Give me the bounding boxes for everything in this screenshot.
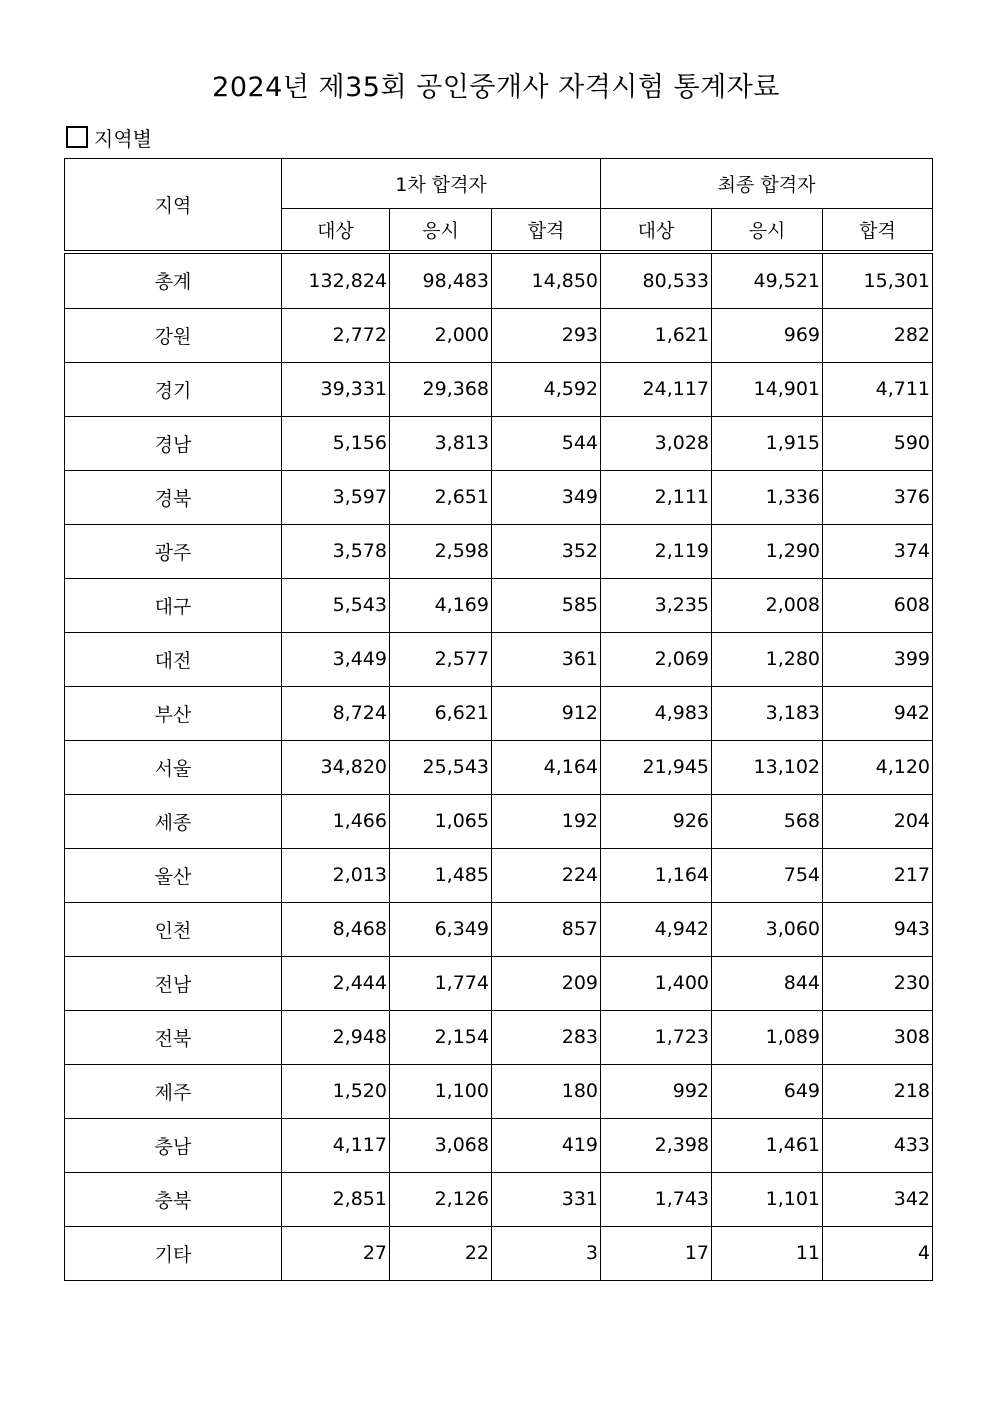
value-cell: 2,577: [390, 632, 492, 686]
value-cell: 6,621: [390, 686, 492, 740]
value-cell: 352: [492, 524, 601, 578]
value-cell: 180: [492, 1064, 601, 1118]
value-cell: 8,468: [282, 902, 390, 956]
sub-header-target: 대상: [282, 209, 390, 253]
table-row: [65, 632, 933, 686]
value-cell: 1,280: [712, 632, 823, 686]
table-row: [65, 416, 933, 470]
value-cell: 209: [492, 956, 601, 1010]
table-row: [65, 1010, 933, 1064]
region-cell: 충북: [65, 1172, 282, 1226]
value-cell: 5,156: [282, 416, 390, 470]
value-cell: 3,813: [390, 416, 492, 470]
value-cell: 2,126: [390, 1172, 492, 1226]
section-heading: [66, 122, 152, 152]
value-cell: 2,008: [712, 578, 823, 632]
value-cell: 293: [492, 308, 601, 362]
value-cell: 218: [823, 1064, 933, 1118]
value-cell: 21,945: [601, 740, 712, 794]
value-cell: 433: [823, 1118, 933, 1172]
value-cell: 29,368: [390, 362, 492, 416]
value-cell: 1,520: [282, 1064, 390, 1118]
value-cell: 608: [823, 578, 933, 632]
value-cell: 192: [492, 794, 601, 848]
value-cell: 544: [492, 416, 601, 470]
table-row: [65, 578, 933, 632]
value-cell: 4,711: [823, 362, 933, 416]
region-cell: 경기: [65, 362, 282, 416]
sub-header-applied: 응시: [390, 209, 492, 253]
region-cell: 울산: [65, 848, 282, 902]
value-cell: 943: [823, 902, 933, 956]
value-cell: 2,851: [282, 1172, 390, 1226]
value-cell: 80,533: [601, 252, 712, 308]
value-cell: 912: [492, 686, 601, 740]
table-row: [65, 470, 933, 524]
value-cell: 4,592: [492, 362, 601, 416]
value-cell: 1,466: [282, 794, 390, 848]
value-cell: 230: [823, 956, 933, 1010]
region-cell: 대구: [65, 578, 282, 632]
value-cell: 3,578: [282, 524, 390, 578]
region-cell: 인천: [65, 902, 282, 956]
value-cell: 3,060: [712, 902, 823, 956]
value-cell: 2,111: [601, 470, 712, 524]
value-cell: 13,102: [712, 740, 823, 794]
region-cell: 제주: [65, 1064, 282, 1118]
region-cell: 광주: [65, 524, 282, 578]
value-cell: 844: [712, 956, 823, 1010]
value-cell: 568: [712, 794, 823, 848]
page-title: 2024년 제35회 공인중개사 자격시험 통계자료: [212, 72, 780, 103]
value-cell: 283: [492, 1010, 601, 1064]
value-cell: 942: [823, 686, 933, 740]
value-cell: 49,521: [712, 252, 823, 308]
value-cell: 4,164: [492, 740, 601, 794]
region-cell: 전남: [65, 956, 282, 1010]
value-cell: 419: [492, 1118, 601, 1172]
value-cell: 399: [823, 632, 933, 686]
value-cell: 2,154: [390, 1010, 492, 1064]
value-cell: 1,621: [601, 308, 712, 362]
value-cell: 1,089: [712, 1010, 823, 1064]
value-cell: 15,301: [823, 252, 933, 308]
value-cell: 3,183: [712, 686, 823, 740]
table-row: [65, 524, 933, 578]
sub-header-passed: 합격: [492, 209, 601, 253]
value-cell: 361: [492, 632, 601, 686]
value-cell: 331: [492, 1172, 601, 1226]
table-row: [65, 1172, 933, 1226]
value-cell: 1,485: [390, 848, 492, 902]
value-cell: 1,723: [601, 1010, 712, 1064]
value-cell: 585: [492, 578, 601, 632]
table-row: [65, 1226, 933, 1280]
value-cell: 4: [823, 1226, 933, 1280]
checkbox-icon: [66, 126, 88, 148]
value-cell: 22: [390, 1226, 492, 1280]
value-cell: 224: [492, 848, 601, 902]
value-cell: 3,068: [390, 1118, 492, 1172]
value-cell: 4,169: [390, 578, 492, 632]
value-cell: 3,235: [601, 578, 712, 632]
sub-header-applied: 응시: [712, 209, 823, 253]
value-cell: 1,461: [712, 1118, 823, 1172]
value-cell: 1,101: [712, 1172, 823, 1226]
value-cell: 204: [823, 794, 933, 848]
value-cell: 1,774: [390, 956, 492, 1010]
table-row: [65, 956, 933, 1010]
section-heading-label: 지역별: [94, 126, 152, 151]
value-cell: 3,028: [601, 416, 712, 470]
region-cell: 경남: [65, 416, 282, 470]
region-cell: 전북: [65, 1010, 282, 1064]
value-cell: 34,820: [282, 740, 390, 794]
table-body: [65, 252, 933, 1280]
table-row: [65, 794, 933, 848]
sub-header-target: 대상: [601, 209, 712, 253]
value-cell: 3,449: [282, 632, 390, 686]
value-cell: 1,065: [390, 794, 492, 848]
value-cell: 4,983: [601, 686, 712, 740]
header-group-row: [65, 159, 933, 209]
value-cell: 5,543: [282, 578, 390, 632]
value-cell: 2,398: [601, 1118, 712, 1172]
value-cell: 342: [823, 1172, 933, 1226]
value-cell: 2,651: [390, 470, 492, 524]
final-passers-header: 최종 합격자: [601, 159, 933, 209]
value-cell: 349: [492, 470, 601, 524]
value-cell: 590: [823, 416, 933, 470]
value-cell: 1,336: [712, 470, 823, 524]
region-header: 지역: [65, 159, 282, 253]
value-cell: 1,743: [601, 1172, 712, 1226]
region-cell: 대전: [65, 632, 282, 686]
region-cell: 강원: [65, 308, 282, 362]
value-cell: 6,349: [390, 902, 492, 956]
value-cell: 39,331: [282, 362, 390, 416]
table-row: [65, 1118, 933, 1172]
value-cell: 132,824: [282, 252, 390, 308]
value-cell: 8,724: [282, 686, 390, 740]
value-cell: 2,444: [282, 956, 390, 1010]
value-cell: 2,598: [390, 524, 492, 578]
value-cell: 217: [823, 848, 933, 902]
table-row: [65, 1064, 933, 1118]
region-cell: 부산: [65, 686, 282, 740]
region-cell: 세종: [65, 794, 282, 848]
value-cell: 649: [712, 1064, 823, 1118]
region-cell: 총계: [65, 252, 282, 308]
table-row: [65, 686, 933, 740]
statistics-table: [64, 158, 933, 1281]
table-row: [65, 362, 933, 416]
value-cell: 14,901: [712, 362, 823, 416]
value-cell: 17: [601, 1226, 712, 1280]
table-row: [65, 252, 933, 308]
value-cell: 4,120: [823, 740, 933, 794]
value-cell: 1,100: [390, 1064, 492, 1118]
value-cell: 2,069: [601, 632, 712, 686]
value-cell: 3: [492, 1226, 601, 1280]
region-cell: 기타: [65, 1226, 282, 1280]
table-row: [65, 848, 933, 902]
value-cell: 98,483: [390, 252, 492, 308]
value-cell: 1,164: [601, 848, 712, 902]
value-cell: 4,942: [601, 902, 712, 956]
sub-header-passed: 합격: [823, 209, 933, 253]
value-cell: 27: [282, 1226, 390, 1280]
value-cell: 2,013: [282, 848, 390, 902]
value-cell: 992: [601, 1064, 712, 1118]
value-cell: 14,850: [492, 252, 601, 308]
value-cell: 376: [823, 470, 933, 524]
region-cell: 서울: [65, 740, 282, 794]
value-cell: 2,000: [390, 308, 492, 362]
value-cell: 1,915: [712, 416, 823, 470]
first-passers-header: 1차 합격자: [282, 159, 601, 209]
value-cell: 969: [712, 308, 823, 362]
value-cell: 2,772: [282, 308, 390, 362]
value-cell: 374: [823, 524, 933, 578]
region-cell: 충남: [65, 1118, 282, 1172]
value-cell: 11: [712, 1226, 823, 1280]
value-cell: 4,117: [282, 1118, 390, 1172]
value-cell: 1,290: [712, 524, 823, 578]
table-row: [65, 740, 933, 794]
value-cell: 25,543: [390, 740, 492, 794]
value-cell: 282: [823, 308, 933, 362]
value-cell: 926: [601, 794, 712, 848]
value-cell: 308: [823, 1010, 933, 1064]
value-cell: 3,597: [282, 470, 390, 524]
value-cell: 857: [492, 902, 601, 956]
value-cell: 2,119: [601, 524, 712, 578]
region-cell: 경북: [65, 470, 282, 524]
value-cell: 2,948: [282, 1010, 390, 1064]
value-cell: 754: [712, 848, 823, 902]
table-row: [65, 902, 933, 956]
value-cell: 1,400: [601, 956, 712, 1010]
table-row: [65, 308, 933, 362]
value-cell: 24,117: [601, 362, 712, 416]
